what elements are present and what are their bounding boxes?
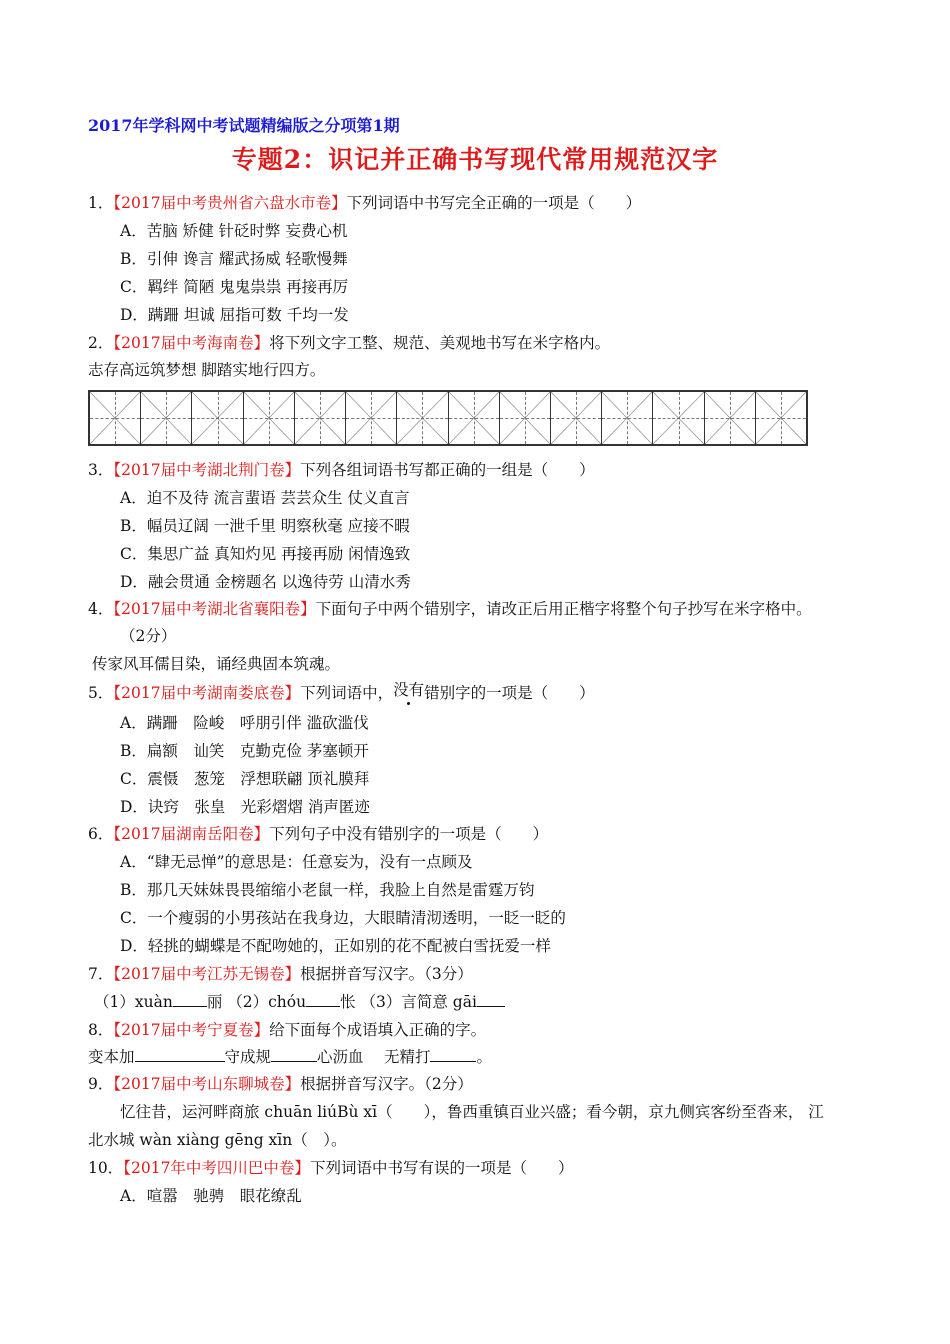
option-d: D．融会贯通 金榜题名 以逸待劳 山清水秀	[120, 573, 411, 591]
passage-text: 忆往昔，运河畔商旅 chuān liúBù xī（ ），鲁西重镇百业兴盛；看今朝，京九侧宾客纷至沓来， 江	[120, 1103, 824, 1121]
question-3: 3．【2017届中考湖北荆门卷】下列各组词语书写都正确的一组是（ ）	[88, 461, 595, 479]
answer-blank[interactable]	[135, 1047, 225, 1062]
option-b: B．幅员辽阔 一泄千里 明察秋毫 应接不暇	[120, 517, 410, 535]
option-c: C．集思广益 真知灼见 再接再励 闲情逸致	[120, 545, 411, 563]
answer-blank[interactable]	[306, 992, 340, 1007]
question-source: 【2017届中考湖北省襄阳卷】	[113, 600, 316, 618]
question-source: 【2017届中考江苏无锡卷】	[113, 965, 301, 983]
question-source: 【2017届中考海南卷】	[113, 334, 270, 352]
option-b: B．那几天妹妹畏畏缩缩小老鼠一样，我脸上自然是雷霆万钧	[120, 881, 535, 899]
answer-blank[interactable]	[430, 1047, 476, 1062]
emphasis-dot: 没有	[393, 681, 425, 699]
mi-character-grid	[88, 390, 808, 446]
option-c: C．羁绊 简陋 鬼鬼祟祟 再接再厉	[120, 278, 349, 296]
grid-cell	[90, 392, 141, 444]
question-7: 7．【2017届中考江苏无锡卷】根据拼音写汉字。（3分）	[88, 965, 473, 983]
option-c: C．一个瘦弱的小男孩站在我身边，大眼睛清沏透明，一眨一眨的	[120, 909, 566, 927]
grid-cell	[346, 392, 397, 444]
question-source: 【2017届中考贵州省六盘水市卷】	[113, 194, 347, 212]
question-source: 【2017届中考山东聊城卷】	[113, 1075, 301, 1093]
question-source: 【2017年中考四川巴中卷】	[123, 1159, 310, 1177]
grid-cell	[756, 392, 806, 444]
option-d: D．诀窍 张皇 光彩熠熠 消声匿迹	[120, 798, 370, 816]
passage-text: 北水城 wàn xiàng gēng xīn（ ）。	[88, 1131, 347, 1149]
option-b: B．扁额 讪笑 克勤克俭 茅塞顿开	[120, 742, 369, 760]
grid-cell	[244, 392, 295, 444]
passage-text: 传家风耳儒目染，诵经典固本筑魂。	[92, 655, 341, 673]
option-a: A．蹒跚 险峻 呼朋引伴 滥砍滥伐	[120, 714, 369, 732]
grid-cell	[602, 392, 653, 444]
question-8: 8．【2017届中考宁夏卷】给下面每个成语填入正确的字。	[88, 1021, 487, 1039]
option-d: D．蹒跚 坦诚 屈指可数 千均一发	[120, 306, 349, 324]
question-6: 6．【2017届湖南岳阳卷】下列句子中没有错别字的一项是（ ）	[88, 825, 549, 843]
question-2: 2．【2017届中考海南卷】将下列文字工整、规范、美观地书写在米字格内。	[88, 334, 611, 352]
pinyin-fill-line: （1）xuàn 丽 （2）chóu 怅 （3）言简意 gāi	[94, 992, 505, 1012]
grid-cell	[295, 392, 346, 444]
option-c: C．震慑 葱笼 浮想联翩 顶礼膜拜	[120, 770, 370, 788]
page-title: 专题2：识记并正确书写现代常用规范汉字	[231, 145, 719, 174]
grid-cell	[500, 392, 551, 444]
grid-cell	[141, 392, 192, 444]
answer-blank[interactable]	[477, 992, 505, 1007]
option-d: D．轻挑的蝴蝶是不配吻她的，正如别的花不配被白雪抚爱一样	[120, 937, 551, 955]
question-4: 4．【2017届中考湖北省襄阳卷】下面句子中两个错别字，请改正后用正楷字将整个句子抄写在米字格中。	[88, 600, 812, 618]
option-a: A．喧嚣 驰骋 眼花缭乱	[120, 1187, 302, 1205]
series-subtitle: 2017年学科网中考试题精编版之分项第1期	[88, 116, 400, 135]
question-9: 9．【2017届中考山东聊城卷】根据拼音写汉字。（2分）	[88, 1075, 473, 1093]
question-10: 10．【2017年中考四川巴中卷】下列词语中书写有误的一项是（ ）	[88, 1159, 574, 1177]
idiom-fill-line: 变本加 守成规 心沥血 无精打 。	[88, 1048, 492, 1066]
question-5: 5．【2017届中考湖南娄底卷】下列词语中，没有错别字的一项是（ ）	[88, 681, 595, 702]
grid-cell	[705, 392, 756, 444]
grid-cell	[551, 392, 602, 444]
option-a: A．苦脑 矫健 针砭时弊 妄费心机	[120, 222, 348, 240]
option-a: A．“肆无忌惮”的意思是：任意妄为，没有一点顾及	[120, 853, 473, 871]
grid-cell	[397, 392, 448, 444]
question-source: 【2017届中考湖北荆门卷】	[113, 461, 301, 479]
grid-cell	[192, 392, 243, 444]
option-a: A．迫不及待 流言蜚语 芸芸众生 仗义直言	[120, 489, 410, 507]
option-b: B．引伸 谗言 耀武扬威 轻歌慢舞	[120, 250, 348, 268]
answer-blank[interactable]	[173, 992, 207, 1007]
question-source: 【2017届中考宁夏卷】	[113, 1021, 270, 1039]
grid-cell	[449, 392, 500, 444]
question-score: （2分）	[120, 627, 177, 645]
passage-text: 志存高远筑梦想 脚踏实地行四方。	[88, 361, 326, 379]
question-1: 1．【2017届中考贵州省六盘水市卷】下列词语中书写完全正确的一项是（ ）	[88, 194, 642, 212]
question-source: 【2017届中考湖南娄底卷】	[113, 684, 301, 702]
grid-cell	[653, 392, 704, 444]
answer-blank[interactable]	[271, 1047, 317, 1062]
question-source: 【2017届湖南岳阳卷】	[113, 825, 270, 843]
